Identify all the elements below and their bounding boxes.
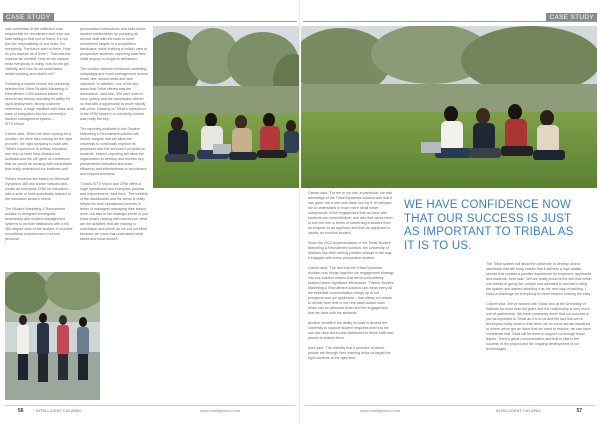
right-page [300, 0, 600, 424]
body-paragraph: The Tribal system will allow the university to develop and/or standards that will bring ensure that it delivers a high quality service that creates a positive experience for enquirers, applicants and students. Kent said: 'We are really proud of the fact that within one weeks of going live, people had admitted in and were using the system and started adopting it as the new way of working. I know a challenge for everybody to move beyond making the easy.' [486, 262, 592, 296]
footer-brand-left: INTELLIGENT CIO APAC [36, 408, 82, 413]
page-number-left: 56 [18, 408, 24, 414]
right-column-1 [308, 191, 394, 366]
body-paragraph: Calvert said: 'The fact that the Tribal Dynamics solution now brings together our engagement strategy into one solution means that we've undoubtedly realised some significant efficiencies. 'Tribal's Student Marketing & Recruitment solution can mean every all the essential communication things up to our prospects and our applicants – that allows our teams to decide from time to the rest value-added work which can be personal touch and the engagement that we have with the students.' [308, 266, 394, 315]
body-paragraph: Calvert said: 'We've worked with Tribal now at the University of Waikato for more than six years and the relationship is very much one of partnership. We have constantly move that our success is just as important to Tribal as it is to us and the fact that we've developed really close to that when we do come across situations or where we've got an issue that we need to resolve, we can have confidence that Tribal will be there to support us through those issues. There's great communication and that is vital to the success of the project and the ongoing development of our technologies.' [486, 302, 591, 351]
students-photo-right-illustration [301, 26, 597, 188]
footer-rule-right [305, 405, 595, 406]
header-rule-left [3, 21, 297, 22]
right-column-2 [486, 262, 592, 357]
body-paragraph: Kent said: 'The visibility that it provides of where people are through their learning helps us target the right students at the right time.' [308, 346, 391, 360]
body-paragraph: personalised interactions and build future student relationships by providing all service staff with the tools to meet recruitment targets in a competitive landscape, while building a holistic view of prospective students, capturing data from initial enquiry to length to admission. [80, 27, 148, 61]
body-paragraph: Another benefit is the ability for staff to access the university to support student enquiries and how we can use data stored and distributed to these staff best placed to answer them. [308, 321, 394, 340]
body-paragraph: Since the 2022 implementation of the Tribal Student Marketing & Recruitment solution, the University of Waikato has been seeing positive change in the way it engages with every prospective student. [308, 241, 392, 260]
body-paragraph: Tribal's solutions are based on Microsoft Dynamics 365 and shown Waikato and create an enterprise CRM for education – with a suite of tools specifically tailored to the education sector's needs. [5, 177, 71, 201]
body-paragraph: Calvert said: 'When we were looking for a solution, we were also looking for the right provider, the right company to work with. Tribal's experience in tertiary education can help us have New Zealand but Australia and the UK gave us confidence that we would be working with consultants that really understood our business well.' [5, 132, 72, 171]
body-paragraph: Calvert said: 'For me in my role, in particular, the real advantage of the Tribal Dynamics solution was that it has given 'me a one-real class' tool for it. It's allowed me to understand in much more detail which components of the engagement that we have with students are most effective, and also that we've been to turn the one in terms of converting a student from an enquirer to an applicant and then an applicant to, ideally, an enrolled student.' [308, 191, 393, 235]
left-column-1 [5, 27, 73, 247]
case-study-tag-left: CASE STUDY [3, 13, 54, 22]
pull-quote: WE HAVE CONFIDENCE NOW THAT OUR SUCCESS IS JUST AS IMPORTANT TO TRIBAL AS IT IS TO US. [404, 199, 574, 252]
walking-photo-illustration [5, 272, 100, 400]
footer-brand-right: INTELLIGENT CIO APAC [496, 408, 542, 413]
header-rule-right [303, 21, 597, 22]
body-paragraph: 'Tribal's SITS Vision and CRM offers a huge operational and enterprise process and improvement,' said Kent. 'The visibility of the dashboards and the views is really helpful for both operational contexts in terms of managers managing their team's work, but also in the strategic sense of you know what's helping with conversion, what are the activities that are leading to conversion and where do we put our effort because we know that understand what works and what doesn't.' [80, 182, 148, 241]
case-study-tag-right: CASE STUDY [546, 13, 597, 22]
footer-url-left: www.intelligentcio.com [200, 408, 241, 413]
body-paragraph: was overdrawn in the institution was responsible for recruitment and once you start talking in that sort of frame, it's not just the responsibility of one team. It's everybody. The future start to them, 'How do you capture all of them?' That was the impetus we needed. How do we capture what everybody is doing, how do we get visibility, and how do we understand what's working and what's not?' [5, 27, 71, 76]
body-paragraph: Following a market review, the university selected the Tribal Student Marketing & Recruitment CRM solution based on several key factors including its ability for rapid deployment, strong customer references, a large installed user base and ease of integration into the university's student management system – SITS:Vision. [5, 82, 73, 126]
students-on-grass-photo-right [301, 26, 597, 188]
students-walking-photo [5, 272, 100, 400]
body-paragraph: The solution delivers enhanced marketing campaigns and event management across email, text, social media and web channels. 'In addition, one of the key areas that Tribal offered was the automation,' said him. 'We were keen to have quickly and the automation offered us that with a opportunity to move rapidly with price. Drawing on Tribal's experience in the CRM space in a university context was really the key.' [80, 67, 148, 121]
students-photo-illustration [153, 26, 299, 188]
body-paragraph: The reporting available in the Student Marketing & Recruitment solution will deliver insights that will allow the university to continually improve its processes and the services it provides to students. Indeed, reporting will allow the organisation to develop and monitor key performance indicators and drive efficiency and effectiveness in recruitment and support functions. [80, 127, 147, 176]
body-paragraph: The Student Marketing & Recruitment solution is designed to integrate seamlessly with student management systems to provide institutions with a full 360-degree view of the student. It includes exceptional experiences to nurture personal [5, 207, 73, 241]
students-on-grass-photo [153, 26, 299, 188]
footer-url-right: www.intelligentcio.com [360, 408, 401, 413]
left-column-2 [80, 27, 148, 247]
page-number-right: 57 [576, 408, 582, 414]
